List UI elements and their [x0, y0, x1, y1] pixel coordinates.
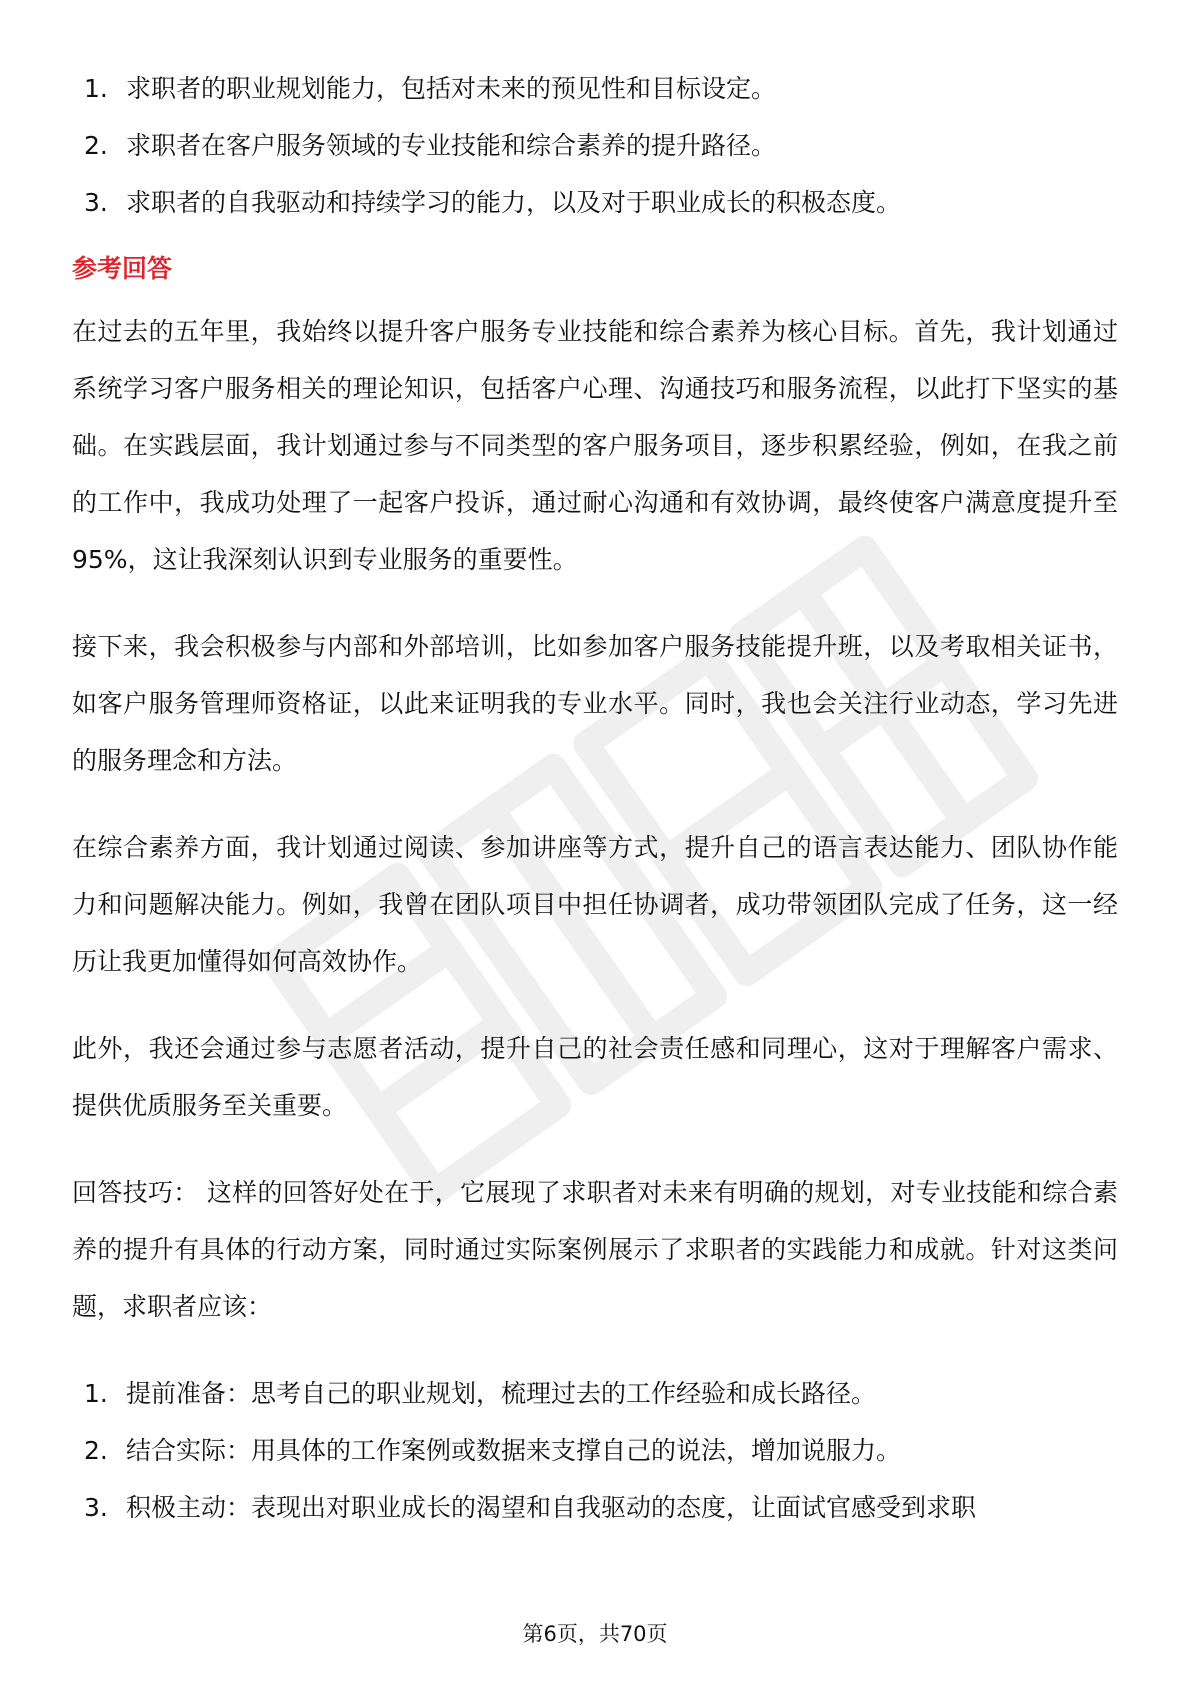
- list-item: [72, 60, 1118, 117]
- list-item: [72, 174, 1118, 231]
- list-item-text: 结合实际：用具体的工作案例或数据来支撑自己的说法，增加说服力。: [126, 1436, 902, 1465]
- answer-paragraph: 在综合素养方面，我计划通过阅读、参加讲座等方式，提升自己的语言表达能力、团队协作能力和问题解决能力。例如，我曾在团队项目中担任协调者，成功带领团队完成了任务，这一经历让我更加懂得如何高效协作。: [72, 833, 1118, 976]
- list-item-number: 1.: [84, 74, 108, 103]
- list-item: [72, 1422, 1118, 1479]
- list-item-number: 3.: [84, 1493, 108, 1522]
- answer-paragraph: 在过去的五年里，我始终以提升客户服务专业技能和综合素养为核心目标。首先，我计划通过系统学习客户服务相关的理论知识，包括客户心理、沟通技巧和服务流程，以此打下坚实的基础。在实践层面，我计划通过参与不同类型的客户服务项目，逐步积累经验，例如，在我之前的工作中，我成功处理了一起客户投诉，通过耐心沟通和有效协调，最终使客户满意度提升至95%，这让我深刻认识到专业服务的重要性。: [72, 317, 1118, 574]
- list-item-number: 1.: [84, 1379, 108, 1408]
- list-item-text: 积极主动：表现出对职业成长的渴望和自我驱动的态度，让面试官感受到求职: [126, 1493, 977, 1522]
- list-item: [72, 117, 1118, 174]
- answer-paragraph: 此外，我还会通过参与志愿者活动，提升自己的社会责任感和同理心，这对于理解客户需求、提供优质服务至关重要。: [72, 1034, 1118, 1120]
- list-item-text: 提前准备：思考自己的职业规划，梳理过去的工作经验和成长路径。: [126, 1379, 877, 1408]
- list-item: [72, 1479, 1118, 1536]
- list-item-text: 求职者在客户服务领域的专业技能和综合素养的提升路径。: [126, 131, 777, 160]
- page-footer: 第6页，共70页: [522, 1622, 668, 1646]
- document-page: [72, 60, 1118, 1536]
- list-item-number: 3.: [84, 188, 108, 217]
- bottom-numbered-list: [72, 1365, 1118, 1536]
- list-item-number: 2.: [84, 1436, 108, 1465]
- section-heading: 参考回答: [72, 254, 173, 283]
- list-item-number: 2.: [84, 131, 108, 160]
- top-numbered-list: [72, 60, 1118, 231]
- list-item-text: 求职者的自我驱动和持续学习的能力，以及对于职业成长的积极态度。: [126, 188, 902, 217]
- answer-paragraph: 接下来，我会积极参与内部和外部培训，比如参加客户服务技能提升班，以及考取相关证书，如客户服务管理师资格证，以此来证明我的专业水平。同时，我也会关注行业动态，学习先进的服务理念和方法。: [72, 632, 1118, 775]
- tips-paragraph: 回答技巧： 这样的回答好处在于，它展现了求职者对未来有明确的规划，对专业技能和综合素养的提升有具体的行动方案，同时通过实际案例展示了求职者的实践能力和成就。针对这类问题，求职者应该：: [72, 1178, 1118, 1321]
- list-item-text: 求职者的职业规划能力，包括对未来的预见性和目标设定。: [126, 74, 777, 103]
- list-item: [72, 1365, 1118, 1422]
